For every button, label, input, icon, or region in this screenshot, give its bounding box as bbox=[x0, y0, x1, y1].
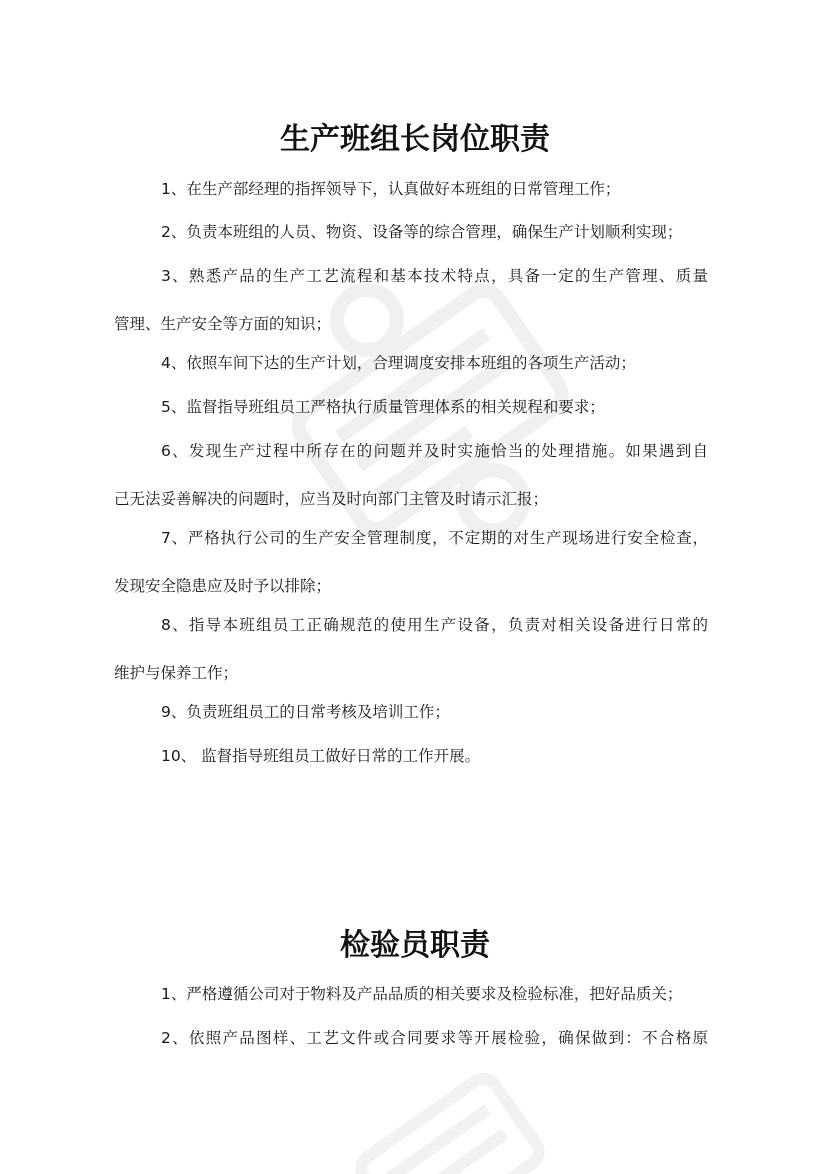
duty-item-8-line-2: 维护与保养工作； bbox=[114, 664, 239, 682]
duty-item-3 bbox=[114, 252, 708, 348]
duty-item-8 bbox=[114, 601, 708, 697]
duty-item-10-line-1: 10、 监督指导班组员工做好日常的工作开展。 bbox=[161, 747, 481, 765]
duty-item-2-line-1: 2、负责本班组的人员、物资、设备等的综合管理，确保生产计划顺利实现； bbox=[161, 223, 683, 241]
duty-item-9 bbox=[114, 688, 708, 736]
duty-item-7-line-2: 发现安全隐患应及时予以排除； bbox=[114, 577, 332, 595]
duty-item-6-line-2: 己无法妥善解决的问题时，应当及时向部门主管及时请示汇报； bbox=[114, 490, 549, 508]
duty-item-1 bbox=[114, 165, 708, 213]
duty-item-10 bbox=[114, 732, 708, 780]
inspector-item-2 bbox=[114, 1014, 708, 1062]
duty-item-7 bbox=[114, 514, 708, 610]
section-2-title: 检验员职责 bbox=[340, 928, 490, 963]
duty-item-9-line-1: 9、负责班组员工的日常考核及培训工作； bbox=[161, 703, 450, 721]
duty-item-3-line-2: 管理、生产安全等方面的知识； bbox=[114, 315, 332, 333]
duty-item-6 bbox=[114, 427, 708, 523]
duty-item-5-line-1: 5、监督指导班组员工严格执行质量管理体系的相关规程和要求； bbox=[161, 398, 605, 416]
duty-item-5 bbox=[114, 383, 708, 431]
duty-item-8-line-1: 8、指导本班组员工正确规范的使用生产设备，负责对相关设备进行日常的 bbox=[161, 616, 708, 634]
inspector-item-2-line-1: 2、依照产品图样、工艺文件或合同要求等开展检验，确保做到：不合格原 bbox=[161, 1029, 708, 1047]
duty-item-2 bbox=[114, 208, 708, 256]
duty-item-4-line-1: 4、依照车间下达的生产计划，合理调度安排本班组的各项生产活动； bbox=[161, 354, 636, 372]
inspector-item-1-line-1: 1、严格遵循公司对于物料及产品品质的相关要求及检验标准，把好品质关； bbox=[161, 985, 683, 1003]
duty-item-4 bbox=[114, 339, 708, 387]
duty-item-3-line-1: 3、熟悉产品的生产工艺流程和基本技术特点，具备一定的生产管理、质量 bbox=[161, 267, 708, 285]
watermark-stamp-icon bbox=[330, 1060, 570, 1174]
inspector-item-1 bbox=[114, 970, 708, 1018]
duty-item-1-line-1: 1、在生产部经理的指挥领导下，认真做好本班组的日常管理工作； bbox=[161, 180, 621, 198]
duty-item-6-line-1: 6、发现生产过程中所存在的问题并及时实施恰当的处理措施。如果遇到自 bbox=[161, 442, 708, 460]
section-1-title: 生产班组长岗位职责 bbox=[280, 122, 550, 157]
duty-item-7-line-1: 7、严格执行公司的生产安全管理制度，不定期的对生产现场进行安全检查， bbox=[161, 529, 708, 547]
